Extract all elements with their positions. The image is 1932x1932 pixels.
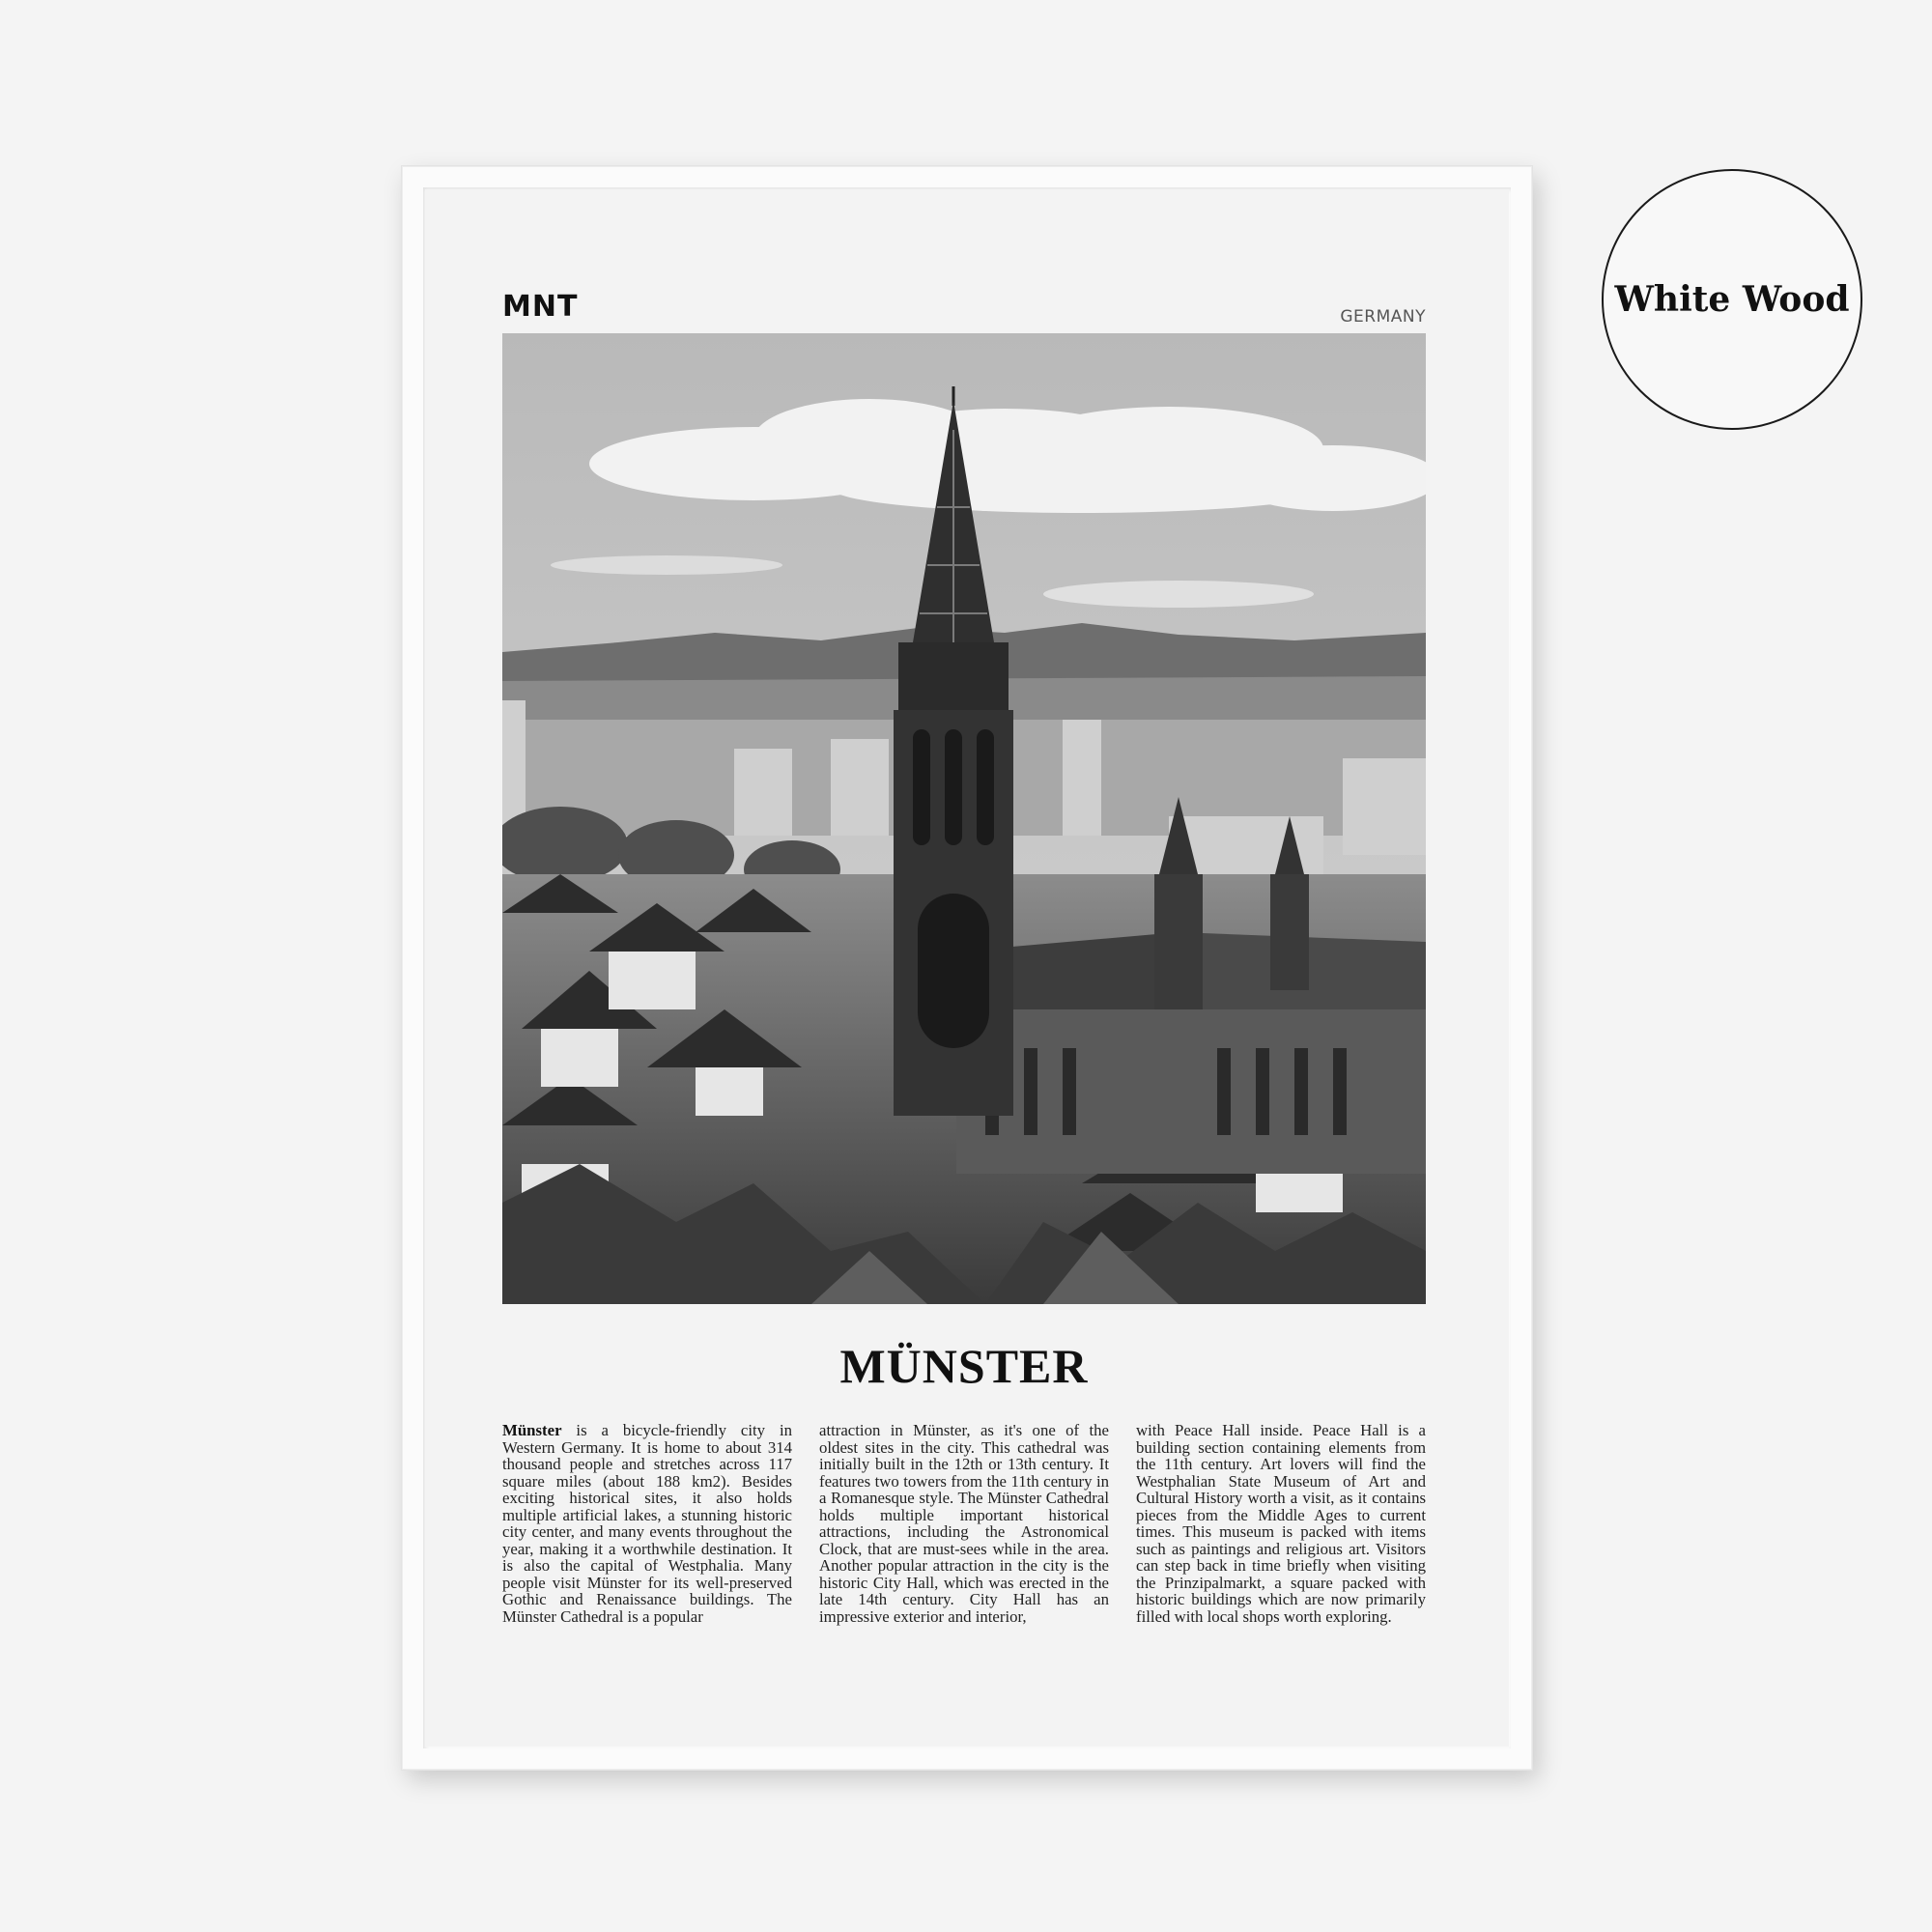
city-photo bbox=[502, 333, 1426, 1304]
body-text-2: attraction in Münster, as it's one of the oldest sites in the city. This cathedral was initially built in the 12th or 13th century. It features two towers from the 11th century in a Romanesque style. The Münster Cathedral holds multiple important historical attractions, including the Astronomical Clock, that are must-sees while in the area. Another popular attraction in the city is the historic City Hall, which was erected in the late 14th century. City Hall has an impressive exterior and interior, bbox=[819, 1421, 1109, 1626]
body-text-1: is a bicycle-friendly city in Western Germany. It is home to about 314 thousand people and stretches across 117 square miles (about 188 km2). Besides exciting historical sites, it also holds multiple artificial lakes, a stunning historic city center, and many events throughout the year, making it a worthwhile destination. It is also the capital of Westphalia. Many people visit Münster for its well-preserved Gothic and Renaissance buildings. The Münster Cathedral is a popular bbox=[502, 1421, 792, 1626]
body-column-2 bbox=[819, 1422, 1109, 1625]
body-column-3 bbox=[1136, 1422, 1426, 1625]
body-column-1 bbox=[502, 1422, 792, 1625]
country-label: GERMANY bbox=[1340, 307, 1426, 327]
frame-option-badge bbox=[1602, 169, 1862, 430]
city-code: MNT bbox=[502, 290, 579, 324]
frame-option-label: White Wood bbox=[1614, 279, 1850, 320]
body-text-3: with Peace Hall inside. Peace Hall is a building section containing elements from the 11th century. Art lovers will find the Westphalian State Museum of Art and Cultural History worth a visit, as it contains pieces from the Middle Ages to current times. This museum is packed with items such as paintings and religious art. Visitors can step back in time briefly when visiting the Prinzipalmarkt, a square packed with historic buildings which are now primarily filled with local shops worth exploring. bbox=[1136, 1421, 1426, 1626]
body-lead-word: Münster bbox=[502, 1421, 562, 1439]
city-title: MÜNSTER bbox=[839, 1339, 1089, 1393]
